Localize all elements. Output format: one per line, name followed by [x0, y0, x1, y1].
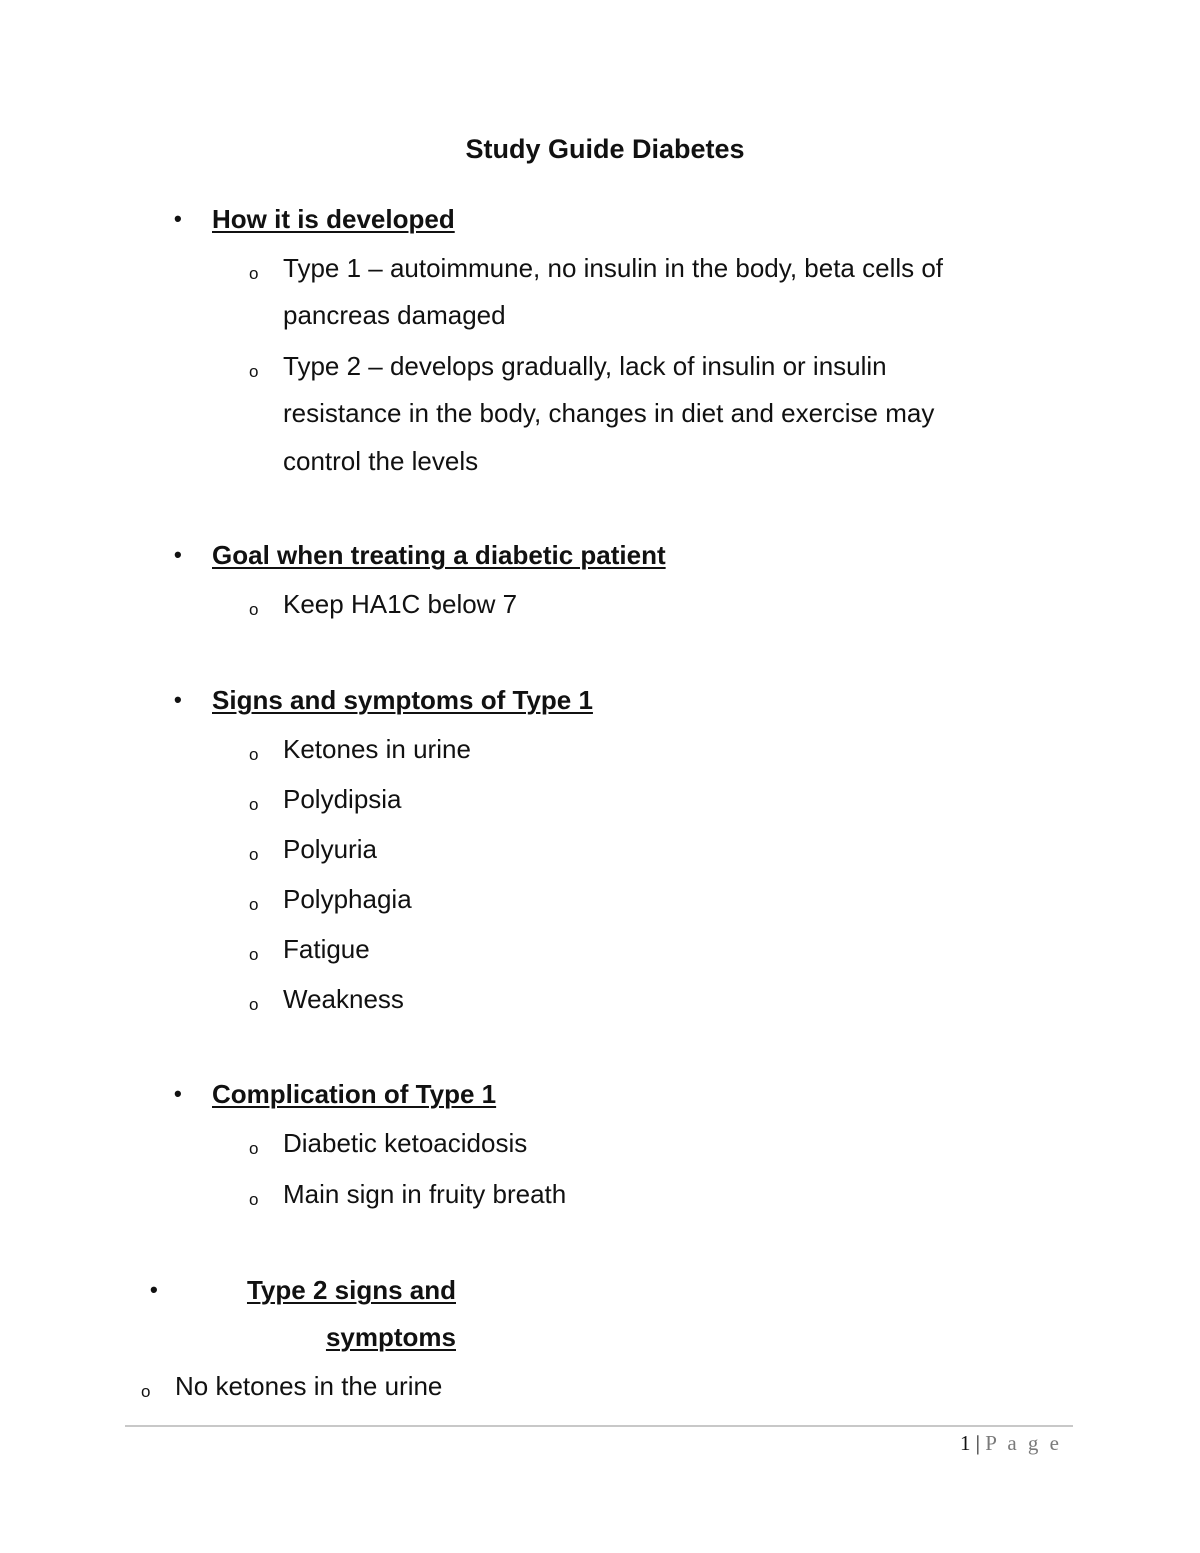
item-bullet: o: [249, 795, 259, 814]
list-item-line: Polyphagia: [283, 884, 412, 914]
footer-separator: |: [975, 1431, 980, 1455]
item-bullet: o: [249, 600, 259, 619]
page-label: P a g e: [985, 1431, 1062, 1455]
footer-divider: [125, 1425, 1073, 1427]
list-item-line: Polyuria: [283, 834, 377, 864]
list-item-line: Main sign in fruity breath: [283, 1179, 567, 1209]
list-item-line: pancreas damaged: [283, 300, 506, 330]
section-bullet: •: [174, 687, 182, 712]
item-bullet: o: [249, 945, 259, 964]
section-bullet: •: [174, 206, 182, 231]
list-item-line: Fatigue: [283, 934, 370, 964]
list-item-line: Ketones in urine: [283, 734, 471, 764]
list-item-line: Type 2 – develops gradually, lack of insulin or insulin: [283, 351, 887, 381]
page-number: 1: [959, 1431, 971, 1455]
section-heading: Complication of Type 1: [212, 1079, 497, 1109]
list-item-line: Keep HA1C below 7: [283, 589, 518, 619]
item-bullet: o: [249, 995, 259, 1014]
section-heading: How it is developed: [212, 204, 455, 234]
section-bullet: •: [174, 1081, 182, 1106]
item-bullet: o: [249, 1139, 259, 1158]
list-item-line: No ketones in the urine: [175, 1371, 443, 1401]
list-item-line: Weakness: [283, 984, 404, 1014]
item-bullet: o: [249, 895, 259, 914]
item-bullet: o: [141, 1382, 151, 1401]
section-heading: Goal when treating a diabetic patient: [212, 540, 666, 570]
list-item-line: Diabetic ketoacidosis: [283, 1128, 528, 1158]
section-bullet: •: [174, 542, 182, 567]
list-item-line: control the levels: [283, 446, 479, 476]
list-item-line: resistance in the body, changes in diet and exercise may: [283, 398, 935, 428]
list-item-line: Polydipsia: [283, 784, 402, 814]
section-bullet: •: [150, 1277, 158, 1302]
item-bullet: o: [249, 1190, 259, 1209]
section-heading: Signs and symptoms of Type 1: [212, 685, 593, 715]
item-bullet: o: [249, 264, 259, 283]
document-title: Study Guide Diabetes: [465, 134, 745, 164]
list-item-line: Type 1 – autoimmune, no insulin in the body, beta cells of: [283, 253, 944, 283]
section-heading: symptoms: [325, 1322, 456, 1352]
item-bullet: o: [249, 845, 259, 864]
item-bullet: o: [249, 362, 259, 381]
section-heading: Type 2 signs and: [246, 1275, 456, 1305]
page-footer: [960, 1431, 1062, 1456]
item-bullet: o: [249, 745, 259, 764]
